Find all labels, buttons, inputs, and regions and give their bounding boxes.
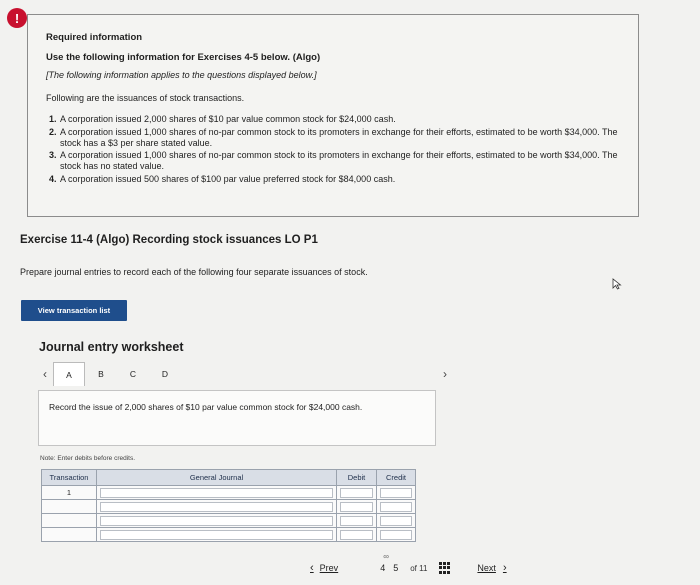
credit-input[interactable] (380, 530, 412, 540)
entry-description: Record the issue of 2,000 shares of $10 par value common stock for $24,000 cash. (38, 390, 436, 446)
table-row (42, 486, 416, 500)
page-5[interactable]: 5 (393, 563, 399, 573)
journal-table (41, 469, 416, 542)
tab-b[interactable]: B (98, 369, 104, 379)
grid-icon[interactable] (439, 562, 451, 574)
debit-input[interactable] (340, 488, 373, 498)
cursor-icon (612, 278, 622, 290)
exercise-title: Exercise 11-4 (Algo) Recording stock issuances LO P1 (20, 234, 318, 246)
table-row (42, 500, 416, 514)
table-row (42, 528, 416, 542)
exercise-prompt: Prepare journal entries to record each of the following four separate issuances of stock. (20, 267, 368, 277)
transaction-cell (42, 528, 97, 542)
info-following: Following are the issuances of stock transactions. (46, 93, 245, 103)
chevron-left-icon[interactable]: ‹ (43, 367, 47, 381)
col-debit: Debit (337, 470, 377, 486)
transaction-cell: 1 (42, 486, 97, 500)
view-transaction-list-button[interactable]: View transaction list (21, 300, 127, 321)
page-4[interactable]: 4 (380, 563, 386, 573)
tab-d[interactable]: D (161, 369, 169, 379)
transaction-cell (42, 514, 97, 528)
credit-input[interactable] (380, 488, 412, 498)
pagination (310, 552, 560, 578)
tab-c[interactable]: C (129, 369, 137, 379)
account-select[interactable] (100, 488, 333, 498)
col-general-journal: General Journal (97, 470, 337, 486)
list-item: 4. A corporation issued 500 shares of $100 par value preferred stock for $84,000 cash. (49, 173, 396, 184)
page-numbers (380, 552, 399, 573)
col-credit: Credit (377, 470, 416, 486)
account-select[interactable] (100, 502, 333, 512)
exclamation-icon: ! (7, 8, 27, 28)
debit-input[interactable] (340, 516, 373, 526)
info-heading: Required information (46, 32, 143, 43)
table-row (42, 514, 416, 528)
chevron-right-icon[interactable]: › (443, 367, 447, 381)
required-information-panel (27, 14, 639, 217)
note-line (40, 455, 135, 462)
transaction-cell (42, 500, 97, 514)
tab-a[interactable]: A (53, 362, 85, 386)
next-button[interactable]: Next › (477, 562, 507, 574)
credit-input[interactable] (380, 516, 412, 526)
note-text: Enter debits before credits. (57, 455, 136, 462)
account-select[interactable] (100, 530, 333, 540)
debit-input[interactable] (340, 502, 373, 512)
chevron-left-icon: ‹ (310, 562, 314, 574)
col-transaction: Transaction (42, 470, 97, 486)
info-applies-note: [The following information applies to the questions displayed below.] (46, 69, 317, 80)
link-icon: ∞ (383, 552, 389, 561)
note-label: Note: (40, 455, 56, 462)
transaction-list (46, 114, 620, 185)
info-use-line: Use the following information for Exercises 4-5 below. (Algo) (46, 51, 321, 63)
list-item: 3. A corporation issued 1,000 shares of no-par common stock to its promoters in exchange for their efforts, estimated to be worth $34,000. The stock has no stated value. (49, 150, 618, 172)
page-total: of 11 (410, 563, 428, 573)
chevron-right-icon: › (502, 562, 507, 574)
credit-input[interactable] (380, 502, 412, 512)
account-select[interactable] (100, 516, 333, 526)
list-item: 2. A corporation issued 1,000 shares of no-par common stock to its promoters in exchange for their efforts, estimated to be worth $34,000. The stock has a $3 per share stated value. (49, 126, 618, 148)
prev-button[interactable]: ‹ Prev (310, 562, 339, 574)
debit-input[interactable] (340, 530, 373, 540)
worksheet-tabs (37, 362, 447, 386)
worksheet-title: Journal entry worksheet (39, 340, 184, 354)
list-item: 1. A corporation issued 2,000 shares of $10 par value common stock for $24,000 cash. (49, 114, 396, 125)
